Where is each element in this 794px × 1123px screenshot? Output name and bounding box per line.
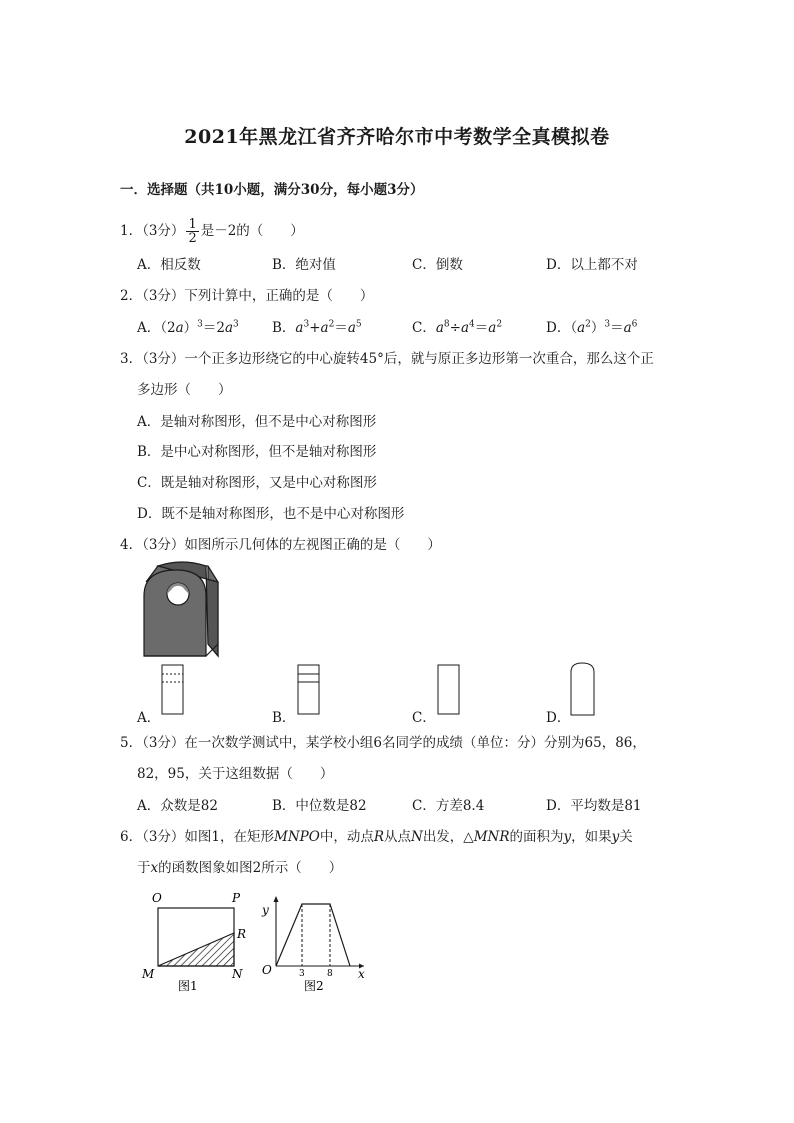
svg-text:R: R xyxy=(237,927,247,941)
question-3-line-1: 3．（3分）一个正多边形绕它的中心旋转45°后，就与原正多边形第一次重合，那么这个正 xyxy=(120,351,654,367)
q4-option-a: A． xyxy=(137,710,161,726)
triangle-mnr xyxy=(158,933,234,966)
svg-text:P: P xyxy=(232,891,241,905)
q1-option-b: B．绝对值 xyxy=(272,257,336,273)
q2-option-c: C．$a^8\div a^4=a^2$ xyxy=(412,319,503,336)
q5-option-d: D．平均数是81 xyxy=(546,798,642,814)
figure-2 xyxy=(258,892,370,996)
q3-option-a: A．是轴对称图形，但不是中心对称图形 xyxy=(137,414,377,430)
svg-text:M: M xyxy=(142,967,155,981)
q1-option-a: A．相反数 xyxy=(137,257,201,273)
q3-option-b: B．是中心对称图形，但不是轴对称图形 xyxy=(137,444,377,460)
svg-text:8: 8 xyxy=(327,969,333,979)
question-2: 2．（3分）下列计算中，正确的是（ ） xyxy=(120,288,374,304)
option-b-view xyxy=(296,664,322,716)
option-d-view xyxy=(568,660,598,716)
svg-text:x: x xyxy=(358,967,365,981)
section-heading: 一．选择题（共10小题，满分30分，每小题3分） xyxy=(120,182,424,198)
svg-text:N: N xyxy=(232,967,243,981)
option-a-view xyxy=(160,664,186,716)
q2-option-a: A．$(2a)^3=2a^3$ xyxy=(137,319,239,336)
q5-option-c: C．方差8.4 xyxy=(412,798,485,814)
q5-option-a: A．众数是82 xyxy=(137,798,218,814)
svg-text:O: O xyxy=(262,963,272,977)
q3-option-d: D．既不是轴对称图形，也不是中心对称图形 xyxy=(137,506,405,522)
question-5-line-1: 5．（3分）在一次数学测试中，某学校小组6名同学的成绩（单位：分）分别为65，86， xyxy=(120,735,646,751)
function-graph xyxy=(276,904,350,966)
q2-option-d: D．$(a^2)^3=a^6$ xyxy=(546,319,638,336)
question-1: 1．（3分） $\frac{1}{2}$ 是－2的（ ） xyxy=(120,217,304,246)
q1-option-c: C．倒数 xyxy=(412,257,463,273)
question-6-line-1: 6．（3分）如图1，在矩形MNPO中，动点R从点N出发，△MNR的面积为y，如果y关 xyxy=(120,829,633,845)
option-c-view xyxy=(436,664,462,716)
q4-option-b: B． xyxy=(272,710,296,726)
question-6-line-2: 于x的函数图象如图2所示（ ） xyxy=(137,860,343,876)
svg-text:图2: 图2 xyxy=(304,979,324,993)
fraction: $\frac{1}{2}$ xyxy=(188,217,197,246)
q2-option-b: B．$a^3+a^2=a^5$ xyxy=(272,319,362,336)
svg-text:3: 3 xyxy=(299,969,305,979)
q5-option-b: B．中位数是82 xyxy=(272,798,367,814)
q3-option-c: C．既是轴对称图形，又是中心对称图形 xyxy=(137,475,377,491)
svg-text:图1: 图1 xyxy=(178,979,198,993)
page-title: 2021年黑龙江省齐齐哈尔市中考数学全真模拟卷 xyxy=(184,126,610,148)
q4-option-c: C． xyxy=(412,710,436,726)
question-3-line-2: 多边形（ ） xyxy=(137,382,232,398)
q4-option-d: D． xyxy=(546,710,571,726)
question-4: 4．（3分）如图所示几何体的左视图正确的是（ ） xyxy=(120,537,441,553)
q1-option-d: D．以上都不对 xyxy=(546,257,638,273)
solid-figure xyxy=(138,560,224,660)
svg-text:y: y xyxy=(262,903,269,917)
svg-text:O: O xyxy=(152,891,162,905)
question-5-line-2: 82，95，关于这组数据（ ） xyxy=(137,766,334,782)
figure-1 xyxy=(140,886,252,996)
